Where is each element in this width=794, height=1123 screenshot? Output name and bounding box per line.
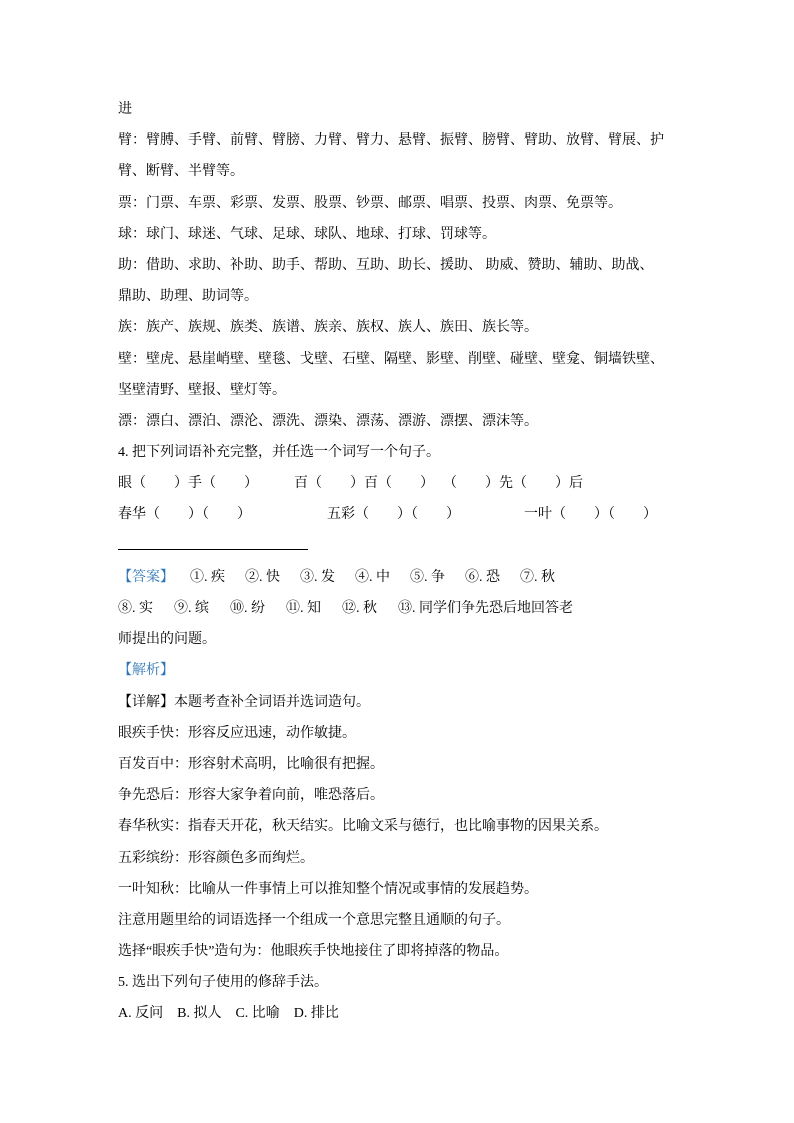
- detail-line: 争先恐后：形容大家争着向前，唯恐落后。: [118, 788, 384, 804]
- detail-line: 百发百中：形容射术高明，比喻很有把握。: [118, 756, 384, 772]
- blank-group: 百（ ）百（ ）: [294, 476, 434, 492]
- word-list-line: 鼎助、助理、助词等。: [118, 289, 258, 305]
- detail-heading: [118, 687, 690, 718]
- detail-line: 眼疾手快：形容反应迅速，动作敏捷。: [118, 725, 356, 741]
- question5-heading: 5. 选出下列句子使用的修辞手法。: [118, 975, 328, 991]
- word-list-line: 票：门票、车票、彩票、发票、股票、钞票、邮票、唱票、投票、肉票、免票等。: [118, 195, 622, 211]
- detail-line: 春华秋实：指春天开花，秋天结实。比喻文采与德行，也比喻事物的因果关系。: [118, 819, 608, 835]
- detail-label: 【详解】: [118, 694, 174, 710]
- divider-rule: [118, 549, 308, 550]
- word-list-line: 臂、断臂、半臂等。: [118, 164, 244, 180]
- answer-item: ⑤. 争: [410, 569, 445, 585]
- blank-group: 一叶（ ）（ ）: [524, 507, 657, 523]
- detail-line: 注意用题里给的词语选择一个组成一个意思完整且通顺的句子。: [118, 912, 510, 928]
- analysis-label: 【解析】: [118, 663, 174, 679]
- word-list-line: 族：族产、族规、族类、族谱、族亲、族权、族人、族田、族长等。: [118, 320, 538, 336]
- blank-group: 眼（ ）手（ ）: [118, 476, 258, 492]
- word-list-line: 壁：壁虎、悬崖峭壁、壁毯、戈壁、石壁、隔壁、影壁、削壁、碰壁、壁龛、铜墙铁壁、: [118, 351, 664, 367]
- answer-row-2: [118, 593, 690, 624]
- answer-item: ③. 发: [300, 569, 335, 585]
- answer-label: 【答案】: [118, 569, 174, 585]
- answer-item: ⑦. 秋: [520, 569, 555, 585]
- detail-line: 五彩缤纷：形容颜色多而绚烂。: [118, 850, 314, 866]
- answer-overflow-line: 师提出的问题。: [118, 632, 216, 648]
- word-list-line: 坚壁清野、壁报、壁灯等。: [118, 382, 286, 398]
- question4-blanks-row-1: [118, 468, 690, 499]
- divider-line: [118, 531, 690, 562]
- answer-item: ⑨. 缤: [174, 601, 209, 616]
- question4-blanks-row-2: [118, 499, 690, 530]
- answer-item: ⑫. 秋: [342, 601, 377, 616]
- word-list-line: 助：借助、求助、补助、助手、帮助、互助、助长、援助、 助威、赞助、辅助、助战、: [118, 257, 654, 273]
- word-list-line: 球：球门、球迷、气球、足球、球队、地球、打球、罚球等。: [118, 226, 496, 242]
- detail-line: 选择“眼疾手快”造句为：他眼疾手快地接住了即将掉落的物品。: [118, 944, 509, 960]
- detail-line: 一叶知秋：比喻从一件事情上可以推知整个情况或事情的发展趋势。: [118, 881, 538, 897]
- detail-intro: 本题考查补全词语并选词造句。: [174, 694, 370, 710]
- answer-item: ⑥. 恐: [465, 569, 500, 585]
- question5-options: A. 反问 B. 拟人 C. 比喻 D. 排比: [118, 1006, 339, 1022]
- word-list-line: 漂：漂白、漂泊、漂沦、漂洗、漂染、漂荡、漂游、漂摆、漂沫等。: [118, 413, 538, 429]
- answer-item: ②. 快: [245, 569, 280, 585]
- word-list-line: 臂：臂膊、手臂、前臂、臂膀、力臂、臂力、悬臂、振臂、膀臂、臂助、放臂、臂展、护: [118, 133, 664, 149]
- answer-item: ⑩. 纷: [230, 601, 265, 616]
- answer-item: ⑧. 实: [118, 601, 153, 616]
- blank-group: 春华（ ）（ ）: [118, 507, 251, 523]
- answer-item: ④. 中: [355, 569, 390, 585]
- answer-item: ⑪. 知: [286, 601, 321, 616]
- blank-group: 五彩（ ）（ ）: [327, 507, 460, 523]
- answer-item: ⑬. 同学们争先恐后地回答老: [398, 601, 573, 616]
- question4-heading: 4. 把下列词语补充完整，并任选一个词写一个句子。: [118, 445, 440, 461]
- word-list-line: 进: [118, 102, 132, 117]
- blank-group: （ ）先（ ）后: [450, 476, 583, 492]
- answer-item: ①. 疾: [190, 569, 225, 585]
- answer-row-1: [118, 562, 690, 593]
